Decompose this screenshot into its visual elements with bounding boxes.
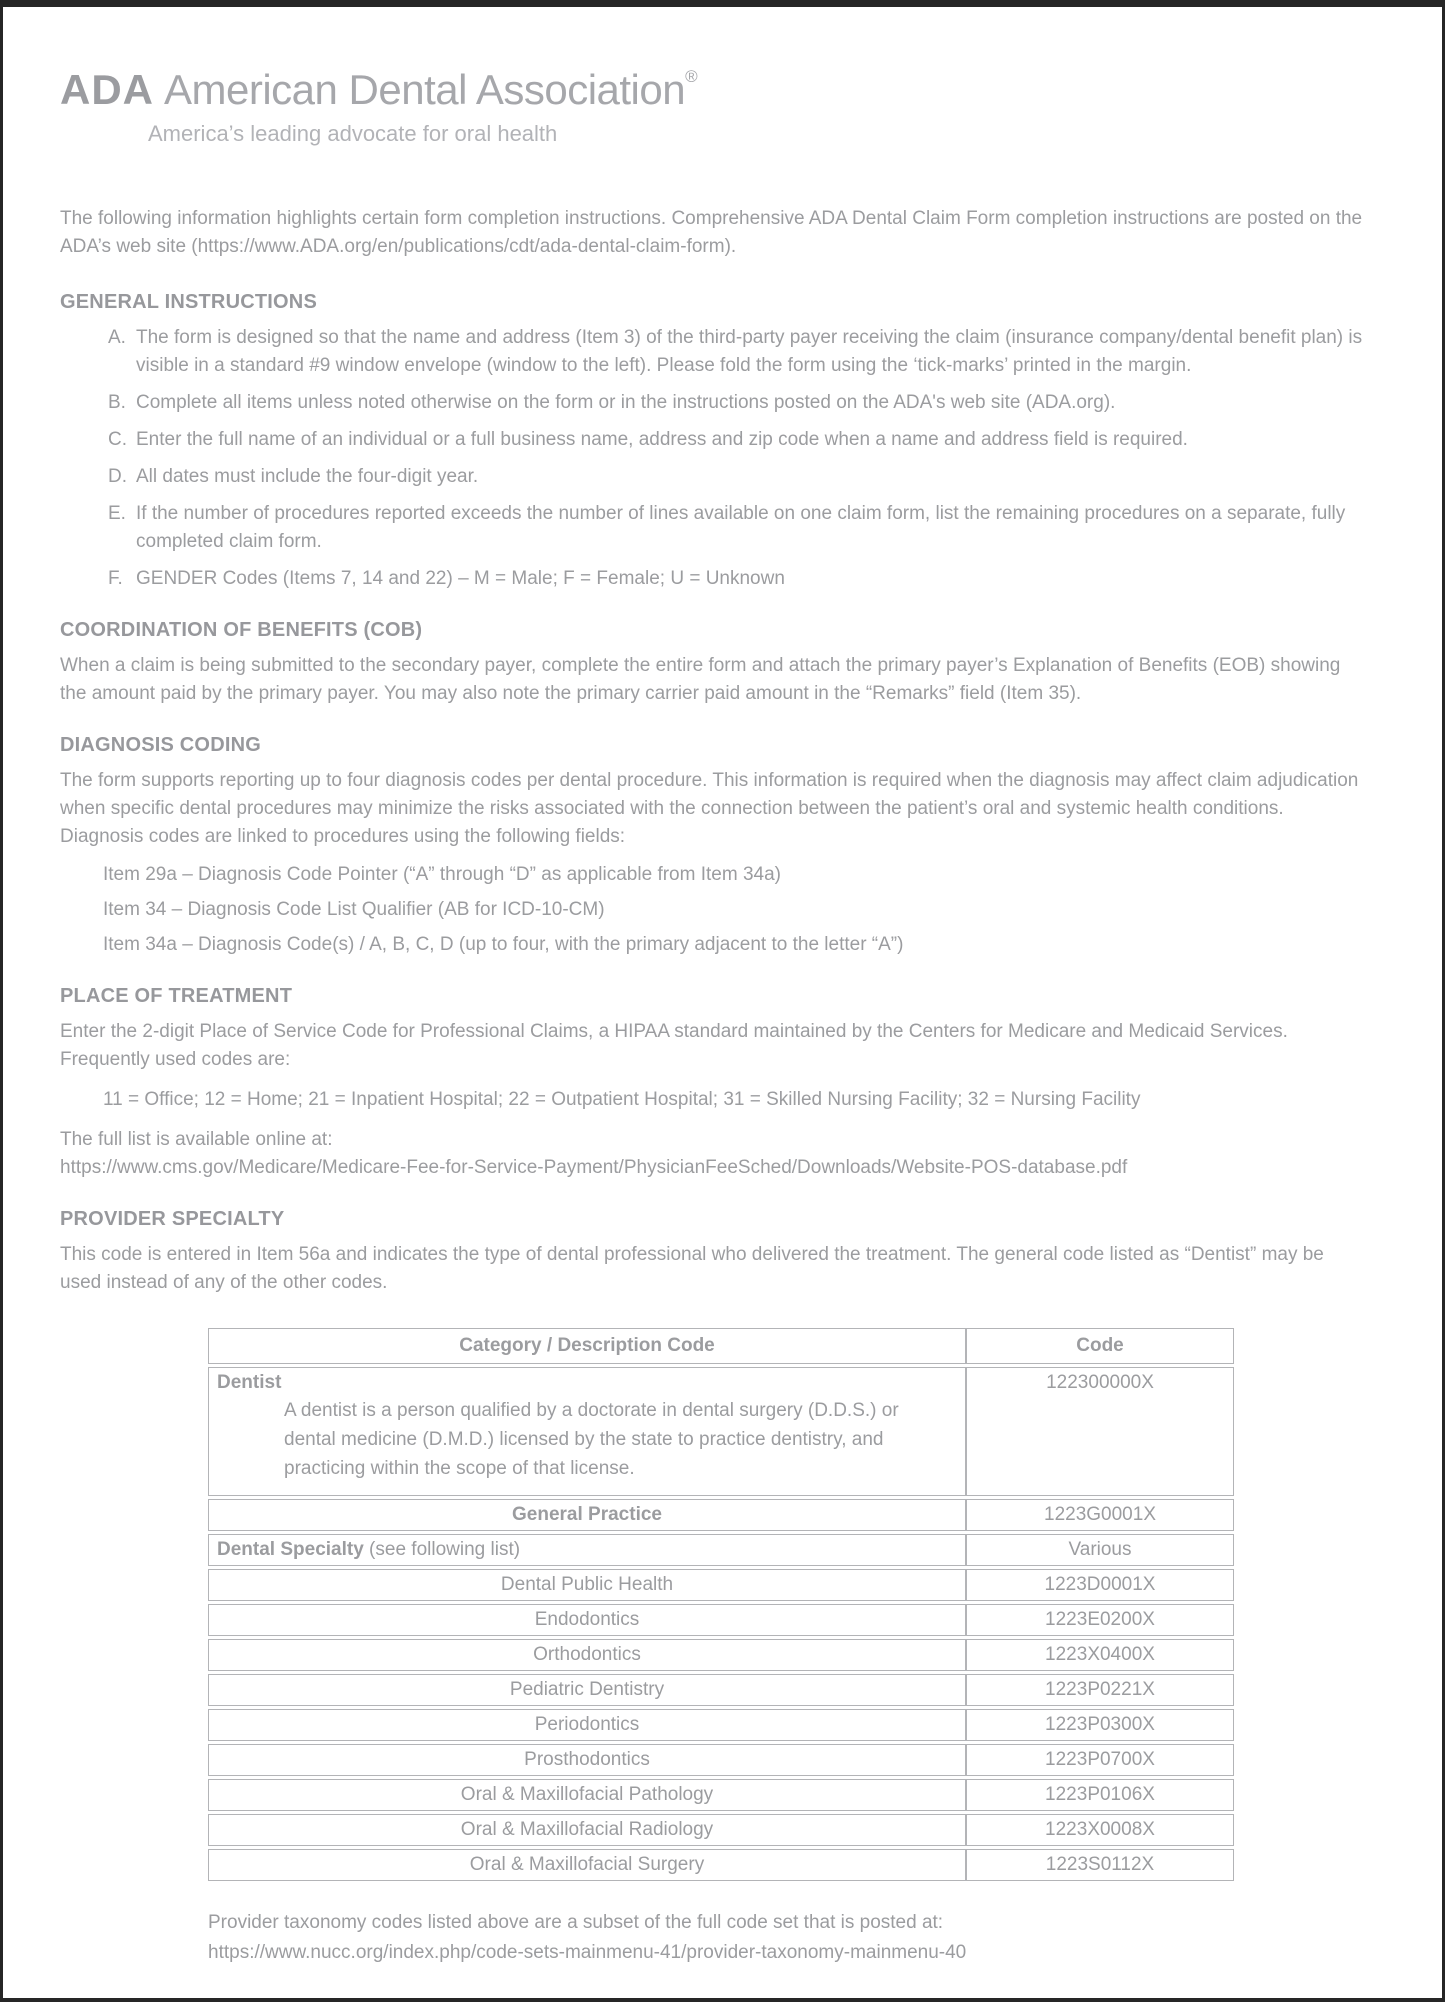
table-row (208, 1367, 1234, 1496)
category-note: (see following list) (363, 1539, 521, 1560)
category-name: Oral & Maxillofacial Pathology (460, 1784, 714, 1805)
category-cell (208, 1534, 966, 1566)
diagnosis-items-list (60, 861, 1367, 959)
item-letter: B. (108, 392, 126, 413)
item-letter: C. (108, 429, 127, 450)
category-name: Prosthodontics (524, 1749, 650, 1770)
table-row (208, 1499, 1234, 1531)
general-instruction-item (108, 500, 1367, 556)
table-row (208, 1709, 1234, 1741)
item-text: All dates must include the four-digit year. (136, 466, 479, 487)
category-name: Dental Specialty (217, 1539, 364, 1560)
category-name: Orthodontics (533, 1644, 641, 1665)
place-of-treatment-heading: PLACE OF TREATMENT (60, 985, 293, 1007)
full-list-label: The full list is available online at: (60, 1129, 333, 1150)
item-letter: D. (108, 466, 127, 487)
diagnosis-item: Item 29a – Diagnosis Code Pointer (“A” through “D” as applicable from Item 34a) (103, 864, 781, 885)
category-cell (208, 1849, 966, 1881)
diagnosis-coding-paragraph: The form supports reporting up to four diagnosis codes per dental procedure. This information is required when the diagnosis may affect claim adjudication when specific dental procedures may minimize the risks associated with the connection between the patient’s oral and systemic health conditions. Diagnosis codes are linked to procedures using the following fields: (60, 770, 1359, 847)
code-cell: 122300000X (966, 1367, 1234, 1496)
item-text: Enter the full name of an individual or a full business name, address and zip code when a name and address field is required. (136, 429, 1188, 450)
category-cell (208, 1499, 966, 1531)
table-row (208, 1534, 1234, 1566)
table-row (208, 1814, 1234, 1846)
category-name: Oral & Maxillofacial Radiology (460, 1819, 714, 1840)
table-row (208, 1849, 1234, 1881)
category-cell (208, 1367, 966, 1496)
provider-specialty-paragraph: This code is entered in Item 56a and indicates the type of dental professional who delivered the treatment. The general code listed as “Dentist” may be used instead of any of the other codes. (60, 1244, 1324, 1293)
category-cell (208, 1744, 966, 1776)
table-row (208, 1779, 1234, 1811)
code-cell: 1223E0200X (966, 1604, 1234, 1636)
item-text: If the number of procedures reported exceeds the number of lines available on one claim form, list the remaining procedures on a separate, fully completed claim form. (136, 503, 1346, 552)
table-header-row (208, 1328, 1234, 1364)
general-instruction-item (108, 389, 1367, 417)
code-cell: 1223P0300X (966, 1709, 1234, 1741)
intro-paragraph: The following information highlights certain form completion instructions. Comprehensive ADA Dental Claim Form completion instructions are posted on the ADA’s web site (https://www.ADA.org/en/publications/cdt/ada-dental-claim-form). (60, 208, 1363, 257)
code-cell: 1223X0008X (966, 1814, 1234, 1846)
category-cell (208, 1639, 966, 1671)
ada-logo (60, 55, 1367, 147)
category-name: Dental Public Health (500, 1574, 674, 1595)
code-cell: 1223P0700X (966, 1744, 1234, 1776)
item-letter: E. (108, 503, 126, 524)
ada-logo-mark: ADA (60, 66, 154, 113)
code-cell: 1223S0112X (966, 1849, 1234, 1881)
item-text: Complete all items unless noted otherwise on the form or in the instructions posted on the ADA's web site (ADA.org). (136, 392, 1116, 413)
general-instructions-heading: GENERAL INSTRUCTIONS (60, 291, 317, 313)
table-footnote (208, 1908, 1367, 1968)
cob-paragraph: When a claim is being submitted to the secondary payer, complete the entire form and attach the primary payer’s Explanation of Benefits (EOB) showing the amount paid by the primary payer. You may also note the primary carrier paid amount in the “Remarks” field (Item 35). (60, 655, 1341, 704)
category-cell (208, 1569, 966, 1601)
general-instruction-item (108, 565, 1367, 593)
diagnosis-coding-heading: DIAGNOSIS CODING (60, 734, 261, 756)
category-cell (208, 1709, 966, 1741)
footnote-text: Provider taxonomy codes listed above are a subset of the full code set that is posted at: (208, 1912, 944, 1933)
place-of-service-codes: 11 = Office; 12 = Home; 21 = Inpatient Hospital; 22 = Outpatient Hospital; 31 = Skilled Nursing Facility; 32 = Nursing Facility (103, 1089, 1141, 1110)
table-row (208, 1569, 1234, 1601)
category-cell (208, 1814, 966, 1846)
category-cell (208, 1674, 966, 1706)
code-cell: 1223P0106X (966, 1779, 1234, 1811)
provider-specialty-heading: PROVIDER SPECIALTY (60, 1208, 285, 1230)
diagnosis-item: Item 34 – Diagnosis Code List Qualifier (AB for ICD-10-CM) (103, 899, 605, 920)
code-cell: 1223D0001X (966, 1569, 1234, 1601)
pos-database-url: https://www.cms.gov/Medicare/Medicare-Fee-for-Service-Payment/PhysicianFeeSched/Downloads/Website-POS-database.pdf (60, 1157, 1128, 1178)
general-instruction-item (108, 463, 1367, 491)
general-instruction-item (108, 324, 1367, 380)
category-cell (208, 1779, 966, 1811)
general-instructions-list (108, 324, 1367, 593)
ada-logo-line (60, 55, 1367, 112)
code-column-header: Code (966, 1328, 1234, 1364)
ada-logo-tagline: America’s leading advocate for oral health (148, 121, 558, 146)
category-name: Endodontics (534, 1609, 640, 1630)
code-cell: 1223P0221X (966, 1674, 1234, 1706)
table-row (208, 1674, 1234, 1706)
nucc-taxonomy-url: https://www.nucc.org/index.php/code-sets-mainmenu-41/provider-taxonomy-mainmenu-40 (208, 1942, 967, 1963)
cob-heading: COORDINATION OF BENEFITS (COB) (60, 619, 423, 641)
category-description: A dentist is a person qualified by a doctorate in dental surgery (D.D.S.) or dental medicine (D.M.D.) licensed by the state to practice dentistry, and practicing within the scope of that license. (284, 1400, 899, 1479)
category-cell (208, 1604, 966, 1636)
code-cell: 1223X0400X (966, 1639, 1234, 1671)
diagnosis-item: Item 34a – Diagnosis Code(s) / A, B, C, D (up to four, with the primary adjacent to the letter “A”) (103, 934, 904, 955)
item-text: The form is designed so that the name and address (Item 3) of the third-party payer receiving the claim (insurance company/dental benefit plan) is visible in a standard #9 window envelope (window to the left). Please fold the form using the ‘tick-marks’ printed in the margin. (136, 327, 1363, 376)
category-name: Pediatric Dentistry (509, 1679, 665, 1700)
item-letter: A. (108, 327, 126, 348)
ada-logo-name: American Dental Association (164, 66, 686, 113)
table-row (208, 1744, 1234, 1776)
category-name: General Practice (512, 1504, 662, 1525)
provider-taxonomy-table (208, 1325, 1234, 1884)
category-name: Dentist (217, 1372, 282, 1393)
category-column-header: Category / Description Code (208, 1328, 966, 1364)
code-cell: Various (966, 1534, 1234, 1566)
category-name: Oral & Maxillofacial Surgery (469, 1854, 705, 1875)
table-row (208, 1639, 1234, 1671)
table-row (208, 1604, 1234, 1636)
item-letter: F. (108, 568, 123, 589)
place-of-treatment-paragraph: Enter the 2-digit Place of Service Code for Professional Claims, a HIPAA standard maintained by the Centers for Medicare and Medicaid Services. Frequently used codes are: (60, 1021, 1288, 1070)
item-text: GENDER Codes (Items 7, 14 and 22) – M = Male; F = Female; U = Unknown (136, 568, 785, 589)
code-cell: 1223G0001X (966, 1499, 1234, 1531)
category-name: Periodontics (534, 1714, 640, 1735)
registered-trademark-symbol: ® (685, 67, 698, 86)
general-instruction-item (108, 426, 1367, 454)
